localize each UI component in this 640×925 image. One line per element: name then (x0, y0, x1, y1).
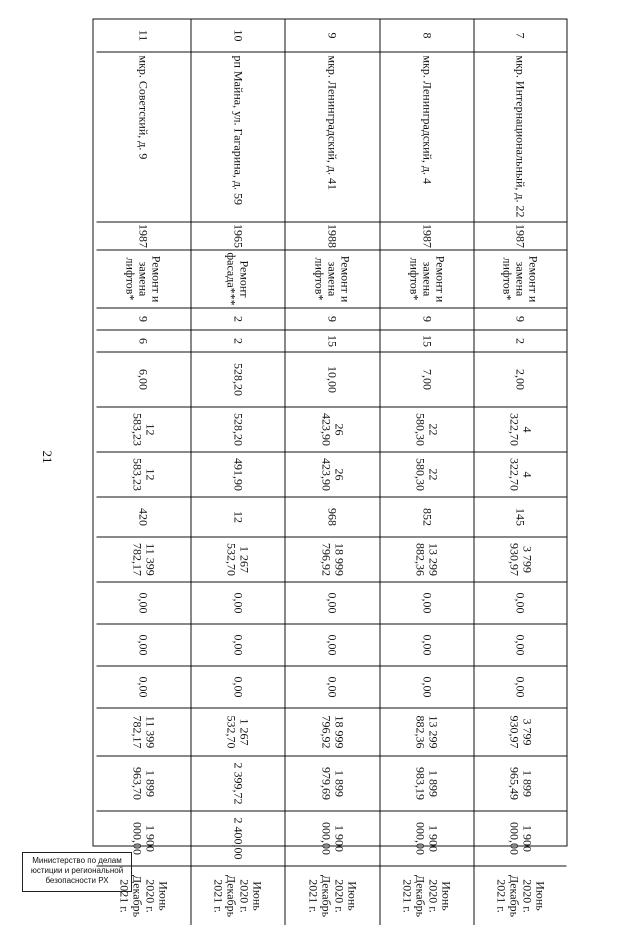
cell-c8: 0,00 (473, 666, 566, 708)
cell-c8: 0,00 (190, 666, 284, 708)
cell-c4: 145 (473, 497, 566, 537)
stamp-line-3: безопасности РХ (45, 876, 109, 885)
stamp-line-1: Министерство по делам (32, 856, 122, 865)
cell-year: 1987 (473, 222, 566, 250)
cell-c1: 7,00 (379, 352, 473, 407)
cell-c10: 1 899 979,69 (284, 756, 379, 811)
cell-c5: 13 299 882,36 (379, 537, 473, 582)
cell-c9: 1 267 532,70 (190, 708, 284, 756)
cell-c11: 1 900 000,00 (96, 811, 190, 866)
cell-period: Июнь 2020 г. Декабрь 2021 г. (190, 866, 284, 925)
cell-period: Июнь 2020 г. Декабрь 2021 г. (473, 866, 566, 925)
cell-c6: 0,00 (96, 582, 190, 624)
cell-c5: 18 999 796,92 (284, 537, 379, 582)
cell-c1: 528,20 (190, 352, 284, 407)
cell-c7: 0,00 (284, 624, 379, 666)
cell-address: мкр. Интернациональный, д. 22 (473, 52, 566, 222)
cell-c6: 0,00 (190, 582, 284, 624)
cell-c10: 1 899 965,49 (473, 756, 566, 811)
ministry-stamp (22, 852, 132, 892)
cell-c3: 491,90 (190, 452, 284, 497)
cell-c7: 0,00 (96, 624, 190, 666)
cell-c11: 1 900 000,00 (284, 811, 379, 866)
table-row (190, 19, 284, 917)
cell-c9: 13 299 882,36 (379, 708, 473, 756)
cell-c4: 420 (96, 497, 190, 537)
cell-c4: 852 (379, 497, 473, 537)
cell-year: 1988 (284, 222, 379, 250)
cell-c3: 22 580,30 (379, 452, 473, 497)
repair-schedule-table (92, 18, 567, 917)
cell-floors: 9 (96, 308, 190, 330)
cell-work: Ремонт и замена лифтов* (379, 250, 473, 308)
cell-c1: 10,00 (284, 352, 379, 407)
cell-period: Июнь 2020 г. Декабрь 2021 г. (379, 866, 473, 925)
cell-c10: 1 899 983,19 (379, 756, 473, 811)
cell-year: 1965 (190, 222, 284, 250)
cell-no: 10 (190, 19, 284, 52)
cell-c5: 1 267 532,70 (190, 537, 284, 582)
cell-floors: 9 (379, 308, 473, 330)
cell-work: Ремонт и замена лифтов* (284, 250, 379, 308)
cell-work: Ремонт и замена лифтов* (473, 250, 566, 308)
cell-work: Ремонт фасада*** (190, 250, 284, 308)
cell-c1: 2,00 (473, 352, 566, 407)
cell-c11: 1 900 000,00 (473, 811, 566, 866)
cell-c4: 12 (190, 497, 284, 537)
cell-address: мкр. Ленинградский, д. 4 (379, 52, 473, 222)
cell-address: мкр. Ленинградский, д. 41 (284, 52, 379, 222)
cell-c3: 4 322,70 (473, 452, 566, 497)
cell-entrances: 2 (190, 330, 284, 352)
cell-c9: 3 799 930,97 (473, 708, 566, 756)
table-row (96, 19, 190, 917)
cell-c5: 3 799 930,97 (473, 537, 566, 582)
cell-year: 1987 (96, 222, 190, 250)
cell-c2: 26 423,90 (284, 407, 379, 452)
cell-year: 1987 (379, 222, 473, 250)
cell-floors: 9 (473, 308, 566, 330)
cell-c7: 0,00 (190, 624, 284, 666)
table-row (473, 19, 566, 917)
cell-c2: 12 583,23 (96, 407, 190, 452)
cell-no: 11 (96, 19, 190, 52)
cell-no: 7 (473, 19, 566, 52)
cell-c8: 0,00 (379, 666, 473, 708)
cell-floors: 2 (190, 308, 284, 330)
cell-period: Июнь 2020 г. Декабрь 2021 г. (117, 874, 170, 917)
cell-no: 9 (284, 19, 379, 52)
cell-c6: 0,00 (379, 582, 473, 624)
rotated-table (92, 18, 567, 917)
cell-c9: 11 399 782,17 (96, 708, 190, 756)
cell-c2: 22 580,30 (379, 407, 473, 452)
cell-c10: 2 399,72 (190, 756, 284, 811)
table-row (284, 19, 379, 917)
cell-entrances: 15 (284, 330, 379, 352)
cell-c7: 0,00 (379, 624, 473, 666)
cell-c4: 968 (284, 497, 379, 537)
cell-entrances: 6 (96, 330, 190, 352)
cell-work: Ремонт и замена лифтов* (96, 250, 190, 308)
cell-address: мкр. Советский, д. 9 (96, 52, 190, 222)
cell-c3: 26 423,90 (284, 452, 379, 497)
cell-c5: 11 399 782,17 (96, 537, 190, 582)
cell-c2: 528,20 (190, 407, 284, 452)
cell-entrances: 2 (473, 330, 566, 352)
cell-c11: 1 900 000,00 (379, 811, 473, 866)
page-number: 21 (40, 450, 55, 464)
cell-c10: 1 899 963,70 (96, 756, 190, 811)
cell-c3: 12 583,23 (96, 452, 190, 497)
cell-c1: 6,00 (96, 352, 190, 407)
table-wrapper (92, 18, 567, 917)
cell-c6: 0,00 (284, 582, 379, 624)
cell-floors: 9 (284, 308, 379, 330)
cell-entrances: 15 (379, 330, 473, 352)
cell-c6: 0,00 (473, 582, 566, 624)
cell-c11: 2 400,00 (190, 811, 284, 866)
cell-c2: 4 322,70 (473, 407, 566, 452)
cell-period: Июнь 2020 г. Декабрь 2021 г. (284, 866, 379, 925)
cell-c9: 18 999 796,92 (284, 708, 379, 756)
cell-no: 8 (379, 19, 473, 52)
stamp-line-2: юстиции и региональной (30, 866, 124, 875)
table-row (379, 19, 473, 917)
cell-c8: 0,00 (284, 666, 379, 708)
cell-c7: 0,00 (473, 624, 566, 666)
cell-c8: 0,00 (96, 666, 190, 708)
cell-address: рп Майна, ул. Гагарина, д. 59 (190, 52, 284, 222)
